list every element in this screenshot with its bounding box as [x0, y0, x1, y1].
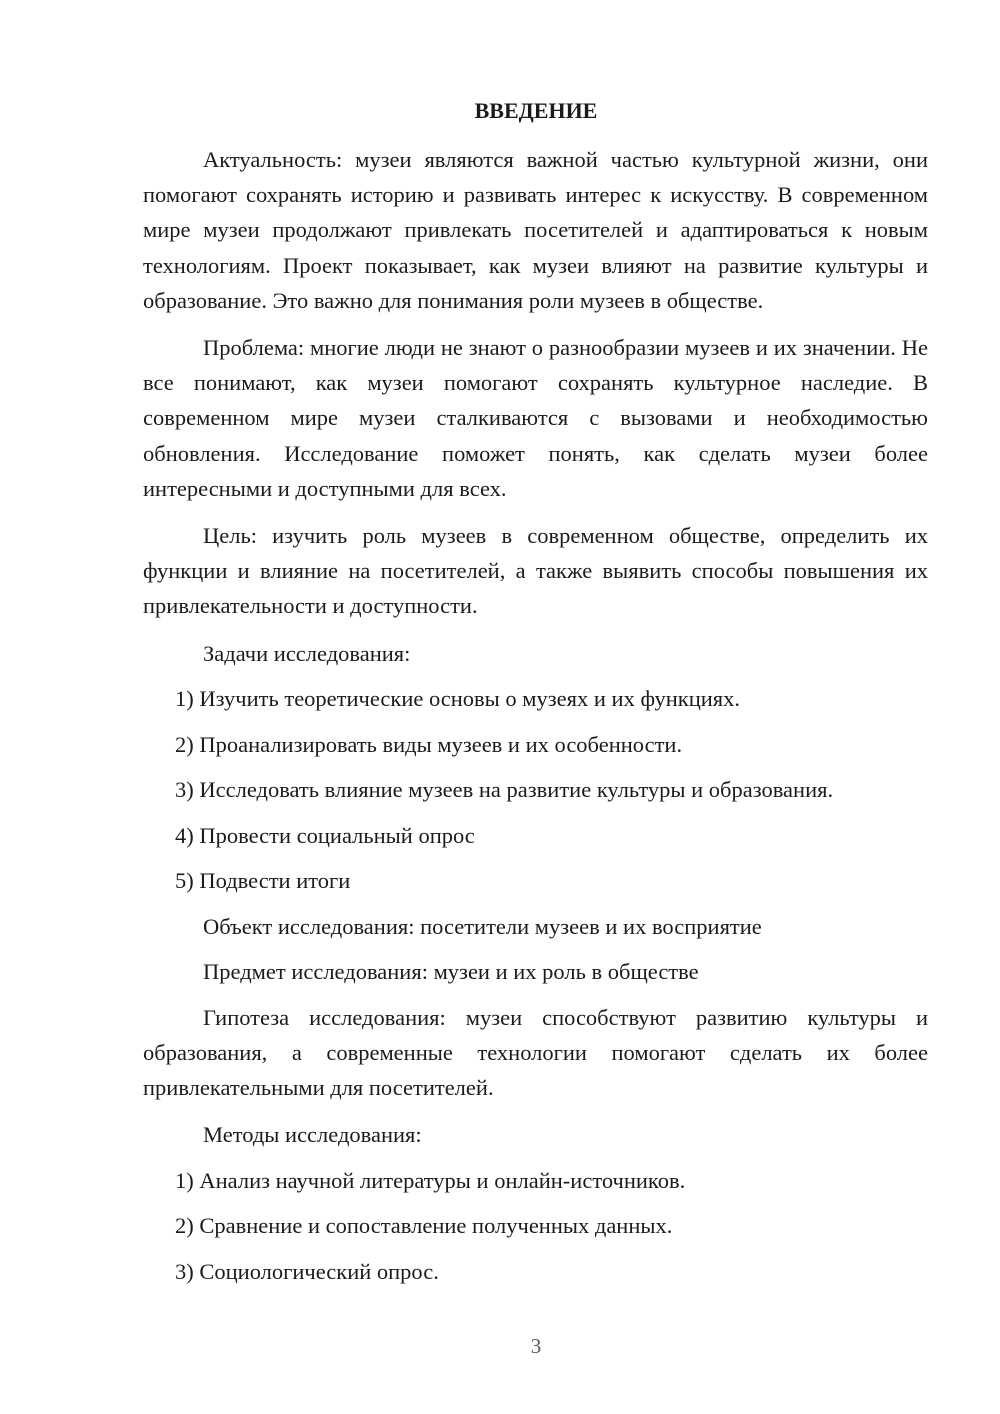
task-item: 2) Проанализировать виды музеев и их особенности.: [175, 731, 683, 757]
document-body: [143, 142, 928, 1299]
task-item: 1) Изучить теоретические основы о музеях и их функциях.: [175, 686, 741, 712]
methods-heading: Методы исследования:: [203, 1122, 422, 1148]
relevance-paragraph: Актуальность: музеи являются важной частью культурной жизни, они помогают сохранять историю и развивать интерес к искусству. В современном мире музеи продолжают привлекать посетителей и адаптироваться к новым технологиям. Проект показывает, как музеи влияют на развитие культуры и образование. Это важно для понимания роли музеев в обществе.: [143, 147, 928, 313]
tasks-heading: Задачи исследования:: [203, 640, 411, 666]
problem-paragraph: Проблема: многие люди не знают о разнообразии музеев и их значении. Не все понимают, как музеи помогают сохранять культурное наследие. В современном мире музеи сталкиваются с вызовами и необходимостью обновления. Исследование поможет понять, как сделать музеи более интересными и доступными для всех.: [143, 335, 928, 501]
hypothesis-paragraph: Гипотеза исследования: музеи способствуют развитию культуры и образования, а современные технологии помогают сделать их более привлекательными для посетителей.: [143, 1004, 928, 1101]
task-item: 4) Провести социальный опрос: [175, 822, 475, 848]
research-object: Объект исследования: посетители музеев и их восприятие: [203, 913, 762, 939]
task-item: 5) Подвести итоги: [175, 868, 351, 894]
method-item: 3) Социологический опрос.: [175, 1258, 439, 1284]
method-item: 2) Сравнение и сопоставление полученных данных.: [175, 1213, 673, 1239]
page-title: ВВЕДЕНИЕ: [474, 98, 598, 123]
research-subject: Предмет исследования: музеи и их роль в обществе: [203, 959, 699, 985]
method-item: 1) Анализ научной литературы и онлайн-источников.: [175, 1167, 686, 1193]
page-number: 3: [530, 1334, 542, 1358]
goal-paragraph: Цель: изучить роль музеев в современном обществе, определить их функции и влияние на посетителей, а также выявить способы повышения их привлекательности и доступности.: [143, 523, 928, 619]
task-item: 3) Исследовать влияние музеев на развитие культуры и образования.: [175, 777, 834, 803]
